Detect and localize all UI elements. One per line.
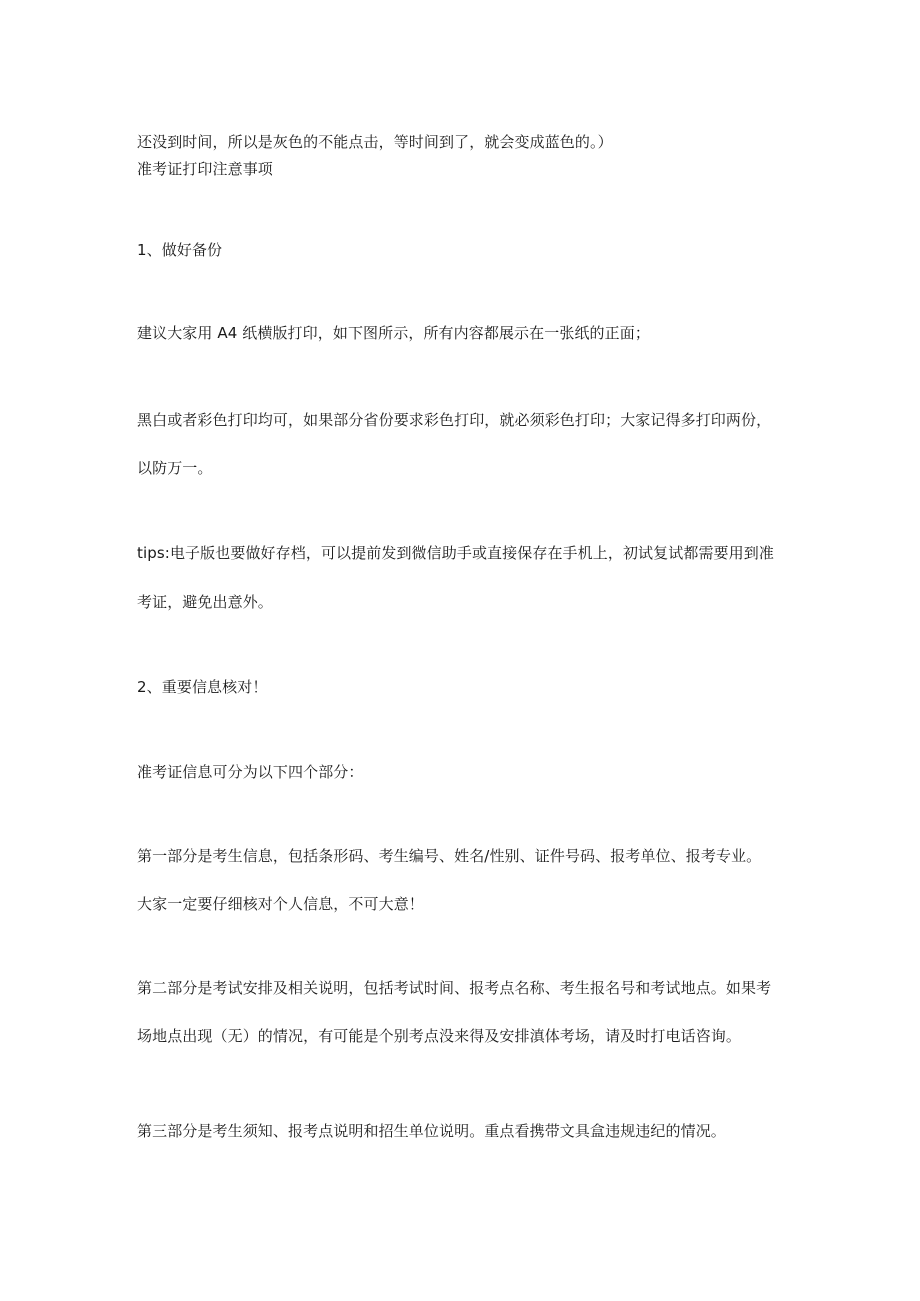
subheading-backup: 1、做好备份 [137,241,223,259]
paragraph-color-printing-cont: 以防万一。 [137,459,213,477]
paragraph-color-printing: 黑白或者彩色打印均可，如果部分省份要求彩色打印，就必须彩色打印；大家记得多打印两份， [137,411,772,429]
paragraph-part-three: 第三部分是考生须知、报考点说明和招生单位说明。重点看携带文具盒违规违纪的情况。 [137,1122,726,1140]
text-line-continuation: 还没到时间，所以是灰色的不能点击，等时间到了，就会变成蓝色的。） [137,133,613,151]
paragraph-part-one-cont: 大家一定要仔细核对个人信息，不可大意！ [137,895,424,913]
section-heading-admission-ticket-notes: 准考证打印注意事项 [137,160,273,178]
paragraph-four-parts: 准考证信息可分为以下四个部分： [137,763,364,781]
subheading-info-check: 2、重要信息核对！ [137,678,268,696]
paragraph-tips: tips:电子版也要做好存档，可以提前发到微信助手或直接保存在手机上，初试复试都需要用到准 [137,544,774,562]
paragraph-part-two: 第二部分是考试安排及相关说明，包括考试时间、报考点名称、考生报名号和考试地点。如果考 [137,979,772,997]
paragraph-part-one: 第一部分是考生信息，包括条形码、考生编号、姓名/性别、证件号码、报考单位、报考专业。 [137,847,762,865]
paragraph-part-two-cont: 场地点出现（无）的情况，有可能是个别考点没来得及安排滇体考场，请及时打电话咨询。 [137,1027,742,1045]
paragraph-tips-cont: 考证，避免出意外。 [137,593,273,611]
paragraph-a4-printing: 建议大家用 A4 纸横版打印，如下图所示，所有内容都展示在一张纸的正面； [137,324,650,342]
